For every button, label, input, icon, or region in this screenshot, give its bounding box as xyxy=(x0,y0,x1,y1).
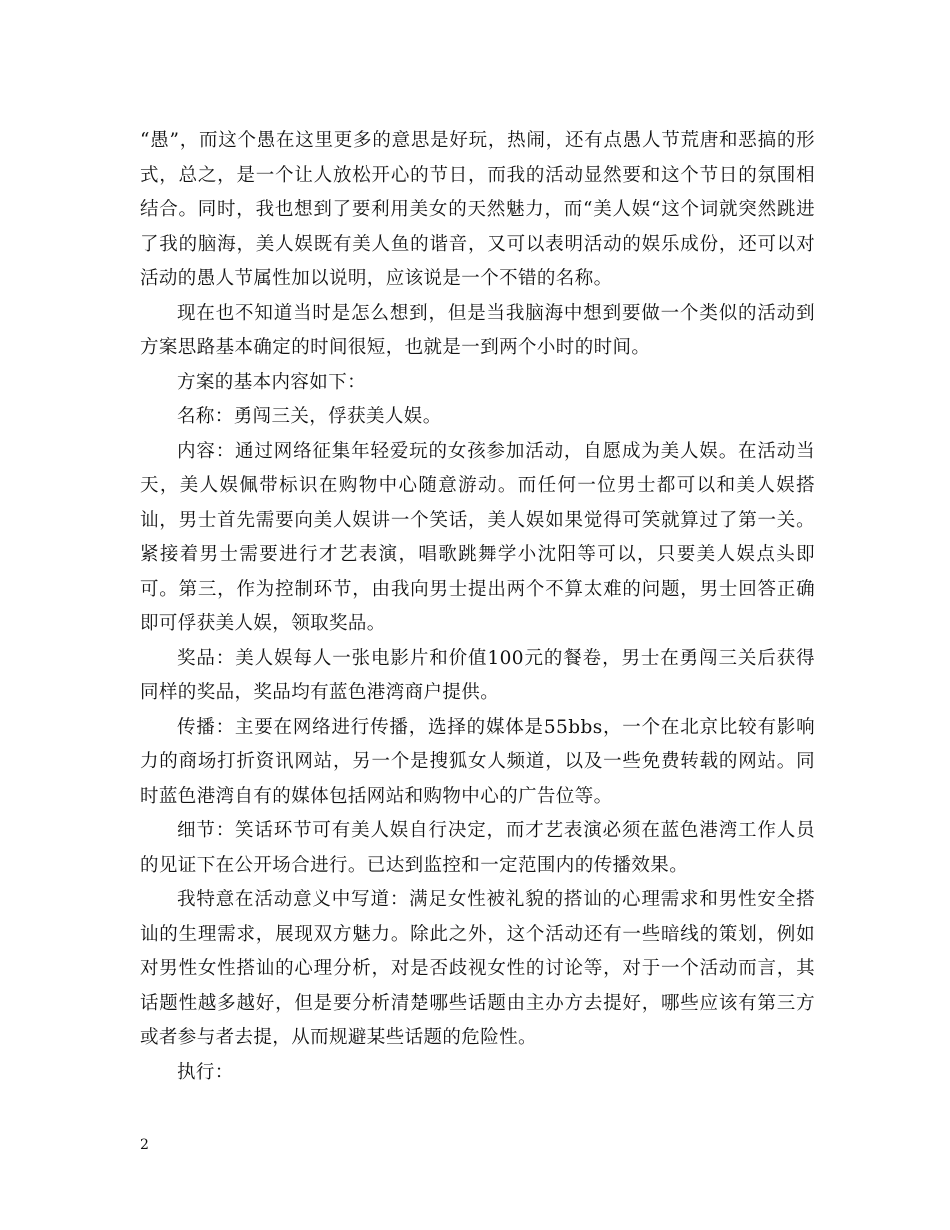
paragraph-promotion: 传播：主要在网络进行传播，选择的媒体是55bbs，一个在北京比较有影响力的商场打折资讯网站，另一个是搜狐女人频道，以及一些免费转载的网站。同时蓝色港湾自有的媒体包括网站和购物中心的广告位等。 xyxy=(140,716,815,807)
paragraph-continued: “愚”，而这个愚在这里更多的意思是好玩，热闹，还有点愚人节荒唐和恶搞的形式，总之，是一个让人放松开心的节日，而我的活动显然要和这个节日的氛围相结合。同时，我也想到了要利用美女的天然魅力，而“美人娱“这个词就突然跳进了我的脑海，美人娱既有美人鱼的谐音，又可以表明活动的娱乐成份，还可以对活动的愚人节属性加以说明，应该说是一个不错的名称。 xyxy=(140,130,815,289)
paragraph-execution: 执行： xyxy=(177,1061,234,1083)
paragraph-content: 内容：通过网络征集年轻爱玩的女孩参加活动，自愿成为美人娱。在活动当天，美人娱佩带标识在购物中心随意游动。而任何一位男士都可以和美人娱搭讪，男士首先需要向美人娱讲一个笑话，美人娱如果觉得可笑就算过了第一关。紧接着男士需要进行才艺表演，唱歌跳舞学小沈阳等可以，只要美人娱点头即可。第三，作为控制环节，由我向男士提出两个不算太难的问题，男士回答正确即可俘获美人娱，领取奖品。 xyxy=(140,440,815,634)
page-number: 2 xyxy=(140,1137,149,1153)
paragraph-name: 名称：勇闯三关，俘获美人娱。 xyxy=(177,406,442,427)
paragraph-plan-intro: 方案的基本内容如下： xyxy=(177,371,367,393)
paragraph-significance: 我特意在活动意义中写道：满足女性被礼貌的搭讪的心理需求和男性安全搭讪的生理需求，展现双方魅力。除此之外，这个活动还有一些暗线的策划，例如对男性女性搭讪的心理分析，对是否歧视女性的讨论等，对于一个活动而言，其话题性越多越好，但是要分析清楚哪些话题由主办方去提好，哪些应该有第三方或者参与者去提，从而规避某些话题的危险性。 xyxy=(140,889,815,1048)
paragraph-details: 细节：笑话环节可有美人娱自行决定，而才艺表演必须在蓝色港湾工作人员的见证下在公开场合进行。已达到监控和一定范围内的传播效果。 xyxy=(140,820,815,876)
paragraph-prize: 奖品：美人娱每人一张电影片和价值100元的餐卷，男士在勇闯三关后获得同样的奖品，奖品均有蓝色港湾商户提供。 xyxy=(140,647,815,703)
document-body xyxy=(140,124,815,1090)
paragraph-origin: 现在也不知道当时是怎么想到，但是当我脑海中想到要做一个类似的活动到方案思路基本确定的时间很短，也就是一到两个小时的时间。 xyxy=(140,302,815,358)
